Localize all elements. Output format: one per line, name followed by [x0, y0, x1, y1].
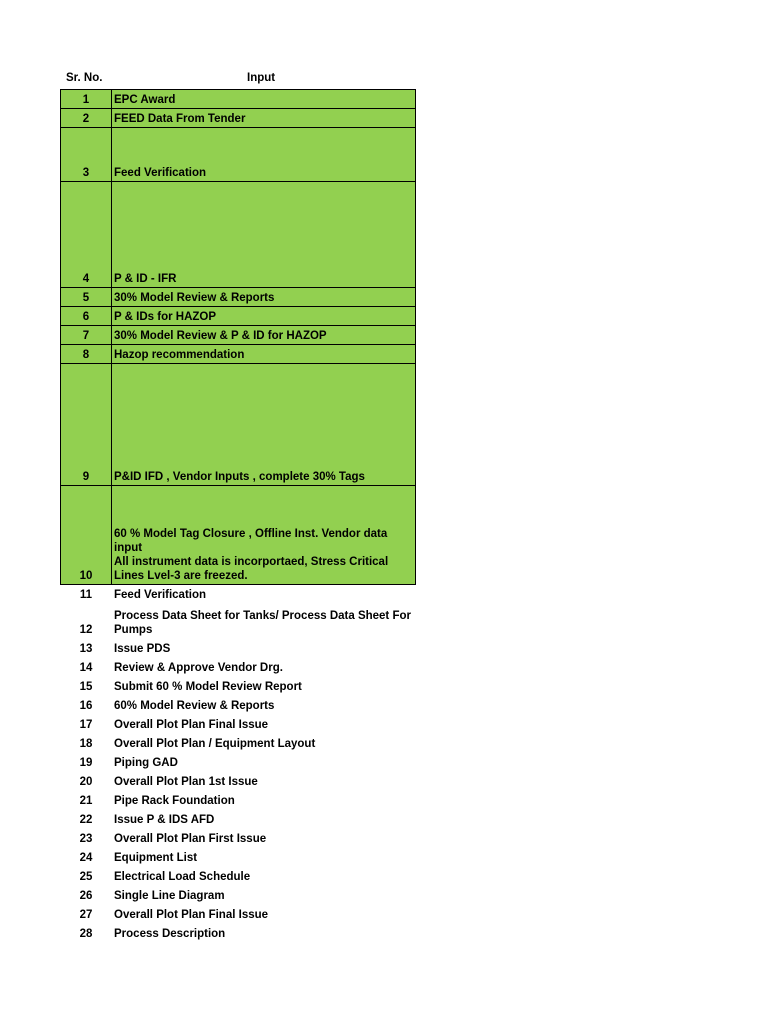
table-row	[61, 109, 416, 128]
table-row	[61, 791, 416, 810]
row-input-cell: P&ID IFD , Vendor Inputs , complete 30% Tags	[112, 364, 416, 486]
row-input-cell: Process Description	[114, 928, 226, 940]
row-input-cell: Overall Plot Plan First Issue	[114, 833, 267, 845]
row-number-cell: 19	[79, 757, 93, 769]
row-number-cell: 5	[61, 288, 112, 307]
row-input-cell: Overall Plot Plan Final Issue	[114, 719, 269, 731]
row-input-cell: Feed Verification	[112, 128, 416, 182]
row-number-cell: 28	[79, 928, 93, 940]
table-row	[61, 696, 416, 715]
row-number-cell: 18	[79, 738, 93, 750]
row-input-cell: Overall Plot Plan Final Issue	[114, 909, 269, 921]
row-input-cell: 30% Model Review & P & ID for HAZOP	[112, 326, 416, 345]
row-number-cell: 13	[79, 643, 93, 655]
table-row	[61, 585, 416, 604]
table-row	[61, 486, 416, 585]
row-number-cell: 22	[79, 814, 93, 826]
row-input-cell: 60 % Model Tag Closure , Offline Inst. Vendor data input All instrument data is incorportaed, Stress Critical Lines Lvel-3 are freezed.	[112, 486, 416, 585]
table-row	[61, 604, 416, 639]
row-input-cell: Pipe Rack Foundation	[114, 795, 235, 807]
row-number-cell: 20	[79, 776, 93, 788]
row-input-cell: Hazop recommendation	[112, 345, 416, 364]
table-row	[61, 848, 416, 867]
table-row	[61, 867, 416, 886]
table-row	[61, 753, 416, 772]
row-input-cell: Equipment List	[114, 852, 198, 864]
table-row	[61, 829, 416, 848]
table-row	[61, 307, 416, 326]
row-input-cell: Single Line Diagram	[114, 890, 225, 902]
row-input-cell: P & IDs for HAZOP	[112, 307, 416, 326]
column-header-input: Input	[247, 72, 276, 84]
row-number-cell: 7	[61, 326, 112, 345]
row-input-cell: Piping GAD	[114, 757, 178, 769]
table-row	[61, 326, 416, 345]
row-number-cell: 1	[61, 90, 112, 109]
table-row	[61, 90, 416, 109]
table-row	[61, 772, 416, 791]
row-number-cell: 25	[79, 871, 93, 883]
table-row	[61, 364, 416, 486]
row-number-cell: 21	[79, 795, 93, 807]
row-input-cell: Electrical Load Schedule	[114, 871, 251, 883]
row-number-cell: 16	[79, 700, 93, 712]
table-row	[61, 734, 416, 753]
table-row	[61, 639, 416, 658]
row-number-cell: 24	[79, 852, 93, 864]
row-input-cell: Process Data Sheet for Tanks/ Process Data Sheet For Pumps	[114, 610, 411, 636]
table-row	[61, 905, 416, 924]
row-input-cell: P & ID - IFR	[112, 182, 416, 288]
row-input-cell: EPC Award	[112, 90, 416, 109]
row-number-cell: 11	[79, 589, 93, 601]
table-row	[61, 288, 416, 307]
table-row	[61, 677, 416, 696]
row-number-cell: 27	[79, 909, 93, 921]
row-input-cell: Issue P & IDS AFD	[114, 814, 215, 826]
row-number-cell: 2	[61, 109, 112, 128]
table-row	[61, 886, 416, 905]
row-number-cell: 6	[61, 307, 112, 326]
table-row	[61, 810, 416, 829]
row-input-cell: 60% Model Review & Reports	[114, 700, 275, 712]
row-number-cell: 12	[79, 624, 93, 636]
row-input-cell: Feed Verification	[114, 589, 207, 601]
row-input-cell: 30% Model Review & Reports	[112, 288, 416, 307]
table-body	[61, 90, 416, 943]
row-input-cell: Submit 60 % Model Review Report	[114, 681, 302, 693]
row-number-cell: 4	[61, 182, 112, 288]
table-row	[61, 182, 416, 288]
row-input-cell: Overall Plot Plan / Equipment Layout	[114, 738, 316, 750]
row-input-cell: Review & Approve Vendor Drg.	[114, 662, 283, 674]
table-header	[60, 71, 416, 89]
table-row	[61, 345, 416, 364]
row-number-cell: 3	[61, 128, 112, 182]
row-number-cell: 23	[79, 833, 93, 845]
row-number-cell: 8	[61, 345, 112, 364]
row-number-cell: 15	[79, 681, 93, 693]
table-row	[61, 715, 416, 734]
row-input-cell: FEED Data From Tender	[112, 109, 416, 128]
table-row	[61, 128, 416, 182]
row-number-cell: 10	[61, 486, 112, 585]
input-table	[60, 89, 416, 943]
row-number-cell: 17	[79, 719, 93, 731]
row-number-cell: 26	[79, 890, 93, 902]
table-row	[61, 924, 416, 943]
row-number-cell: 9	[61, 364, 112, 486]
row-number-cell: 14	[79, 662, 93, 674]
column-header-sr-no: Sr. No.	[66, 72, 103, 84]
row-input-cell: Overall Plot Plan 1st Issue	[114, 776, 258, 788]
table-row	[61, 658, 416, 677]
row-input-cell: Issue PDS	[114, 643, 171, 655]
